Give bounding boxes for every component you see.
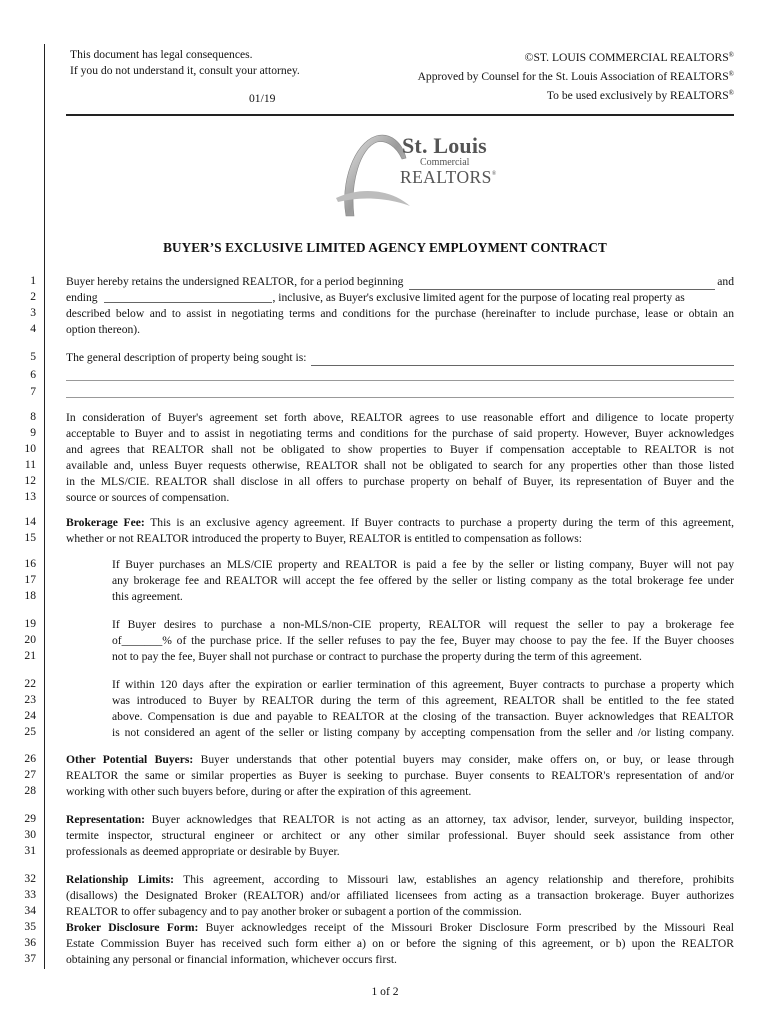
line-number: 14 xyxy=(24,515,36,528)
line-number: 35 xyxy=(24,920,36,933)
line-number: 13 xyxy=(24,490,36,503)
agreement-term-paragraph: Buyer hereby retains the undersigned REALTOR, for a period beginning and ending , inclusive, as Buyer's exclusive limited agent for the purpose of locating real property as described below and to assist in negotiating terms and conditions for the purchase (hereinafter to include purchase, lease or obtain an option thereon). xyxy=(66,275,734,336)
line-number: 10 xyxy=(24,442,36,455)
line-number: 4 xyxy=(30,322,36,335)
registered-mark: ® xyxy=(728,51,734,59)
mls-property-paragraph: If Buyer purchases an MLS/CIE property and REALTOR is paid a fee by the seller or listing company, Buyer will not pay any brokerage fee and REALTOR will accept the fee offered by the seller or listing company as the total brokerage fee under this agreement. xyxy=(112,558,734,603)
representation-heading: Representation: xyxy=(66,813,145,826)
line-number: 19 xyxy=(24,617,36,630)
line-number: 34 xyxy=(24,904,36,917)
line-number: 2 xyxy=(30,290,36,303)
line-number: 32 xyxy=(24,872,36,885)
line-number: 18 xyxy=(24,589,36,602)
broker-disclosure-form-line: Broker Disclosure Form: Buyer acknowledges receipt of the Missouri Broker Disclosure Form prescribed by the Missouri Real xyxy=(66,921,734,934)
property-description-line-3[interactable] xyxy=(66,397,734,398)
st-louis-commercial-realtors-logo xyxy=(332,128,502,223)
form-date: 01/19 xyxy=(249,92,276,105)
start-date-field[interactable] xyxy=(409,278,715,290)
non-mls-property-paragraph: If Buyer desires to purchase a non-MLS/non-CIE property, REALTOR will request the seller to pay a brokerage fee of_______% of the purchase price. If the seller refuses to pay the fee, Buyer may choose to pay the fee. If the Buyer chooses not to pay the fee, Buyer shall not purchase or contract to purchase the property during the term of this agreement. xyxy=(112,618,734,663)
line-number: 7 xyxy=(30,385,36,398)
line-number: 31 xyxy=(24,844,36,857)
legal-notice xyxy=(70,47,300,79)
copyright-line-1: ©ST. LOUIS COMMERCIAL REALTORS® xyxy=(524,51,734,64)
consideration-paragraph: In consideration of Buyer's agreement set forth above, REALTOR agrees to use reasonable effort and diligence to locate property acceptable to Buyer and to assist in negotiating terms and conditions for the purchase of said property. However, Buyer acknowledges and agrees that REALTOR shall not be obligated to show properties to Buyer if compensation acceptable to REALTOR is not available and, unless Buyer requests otherwise, REALTOR shall not be obligated to search for any properties other than those listed in the MLS/CIE. REALTOR shall disclose in all offers to purchase property on behalf of Buyer, its representation of Buyer and the source or sources of compensation. xyxy=(66,411,734,504)
header-divider xyxy=(66,114,734,116)
line-number: 15 xyxy=(24,531,36,544)
line-number: 28 xyxy=(24,784,36,797)
line-number: 11 xyxy=(24,458,36,471)
line-number: 9 xyxy=(30,426,36,439)
line-number: 21 xyxy=(24,649,36,662)
line-number: 3 xyxy=(30,306,36,319)
line-number: 22 xyxy=(24,677,36,690)
brokerage-fee-paragraph: Brokerage Fee: This is an exclusive agency agreement. If Buyer contracts to purchase a property during the term of this agreement, whether or not REALTOR introduced the property to Buyer, REALTOR is entitled to compensation as follows: xyxy=(66,516,734,545)
brokerage-fee-percent-field[interactable]: _______ xyxy=(121,634,163,647)
line-number: 25 xyxy=(24,725,36,738)
line-number: 30 xyxy=(24,828,36,841)
document-title: BUYER’S EXCLUSIVE LIMITED AGENCY EMPLOYMENT CONTRACT xyxy=(163,240,607,255)
page-number: 1 of 2 xyxy=(371,985,399,998)
line-number: 6 xyxy=(30,368,36,381)
logo-text-commercial: Commercial xyxy=(420,157,470,168)
property-description-line-2[interactable] xyxy=(66,380,734,381)
line-number: 33 xyxy=(24,888,36,901)
line-number: 16 xyxy=(24,557,36,570)
line-number: 29 xyxy=(24,812,36,825)
logo-text-realtors: REALTORS® xyxy=(400,167,497,187)
property-description-field[interactable] xyxy=(311,354,734,366)
representation-paragraph: Representation: Buyer acknowledges that REALTOR is not acting as an attorney, tax advisor, lender, surveyor, building inspector, termite inspector, structural engineer or architect or any other similar professional. Buyer should seek assistance from other professionals as deemed appropriate or desirable by Buyer. xyxy=(66,813,734,858)
line-number: 12 xyxy=(24,474,36,487)
line-number: 1 xyxy=(30,274,36,287)
broker-disclosure-form-heading: Broker Disclosure Form: xyxy=(66,921,199,934)
legal-notice-line-1: This document has legal consequences. xyxy=(70,48,253,61)
other-potential-buyers-paragraph: Other Potential Buyers: Buyer understands that other potential buyers may consider, make offers on, or buy, or lease through REALTOR the same or similar properties as Buyer is seeking to purchase. Buyer consents to REALTOR's representation of and/or working with other such buyers before, during or after the expiration of this agreement. xyxy=(66,753,734,798)
registered-mark: ® xyxy=(728,89,734,97)
line-number: 5 xyxy=(30,350,36,363)
left-margin-rule xyxy=(44,44,45,969)
legal-notice-line-2: If you do not understand it, consult your attorney. xyxy=(70,64,300,77)
copyright-line-3: To be used exclusively by REALTORS® xyxy=(546,89,734,102)
property-description-paragraph: The general description of property being sought is: xyxy=(66,350,734,366)
logo-text-st-louis: St. Louis xyxy=(402,133,487,158)
line-number: 8 xyxy=(30,410,36,423)
line-number: 17 xyxy=(24,573,36,586)
line-number: 37 xyxy=(24,952,36,965)
other-potential-buyers-heading: Other Potential Buyers: xyxy=(66,753,194,766)
post-expiration-paragraph: If within 120 days after the expiration or earlier termination of this agreement, Buyer contracts to purchase a property which was introduced to Buyer by REALTOR during the term of this agreement, REALTOR shall be entitled to the fee stated above. Compensation is due and payable to REALTOR at the closing of the transaction. Buyer acknowledges that REALTOR is not considered an agent of the seller or listing company by accepting compensation from the seller and /or listing company. xyxy=(112,678,734,739)
relationship-limits-heading: Relationship Limits: xyxy=(66,873,174,886)
line-number: 36 xyxy=(24,936,36,949)
copyright-line-2: Approved by Counsel for the St. Louis Association of REALTORS® xyxy=(417,70,734,83)
brokerage-fee-heading: Brokerage Fee: xyxy=(66,516,145,529)
copyright-notice xyxy=(418,47,734,104)
line-number: 20 xyxy=(24,633,36,646)
end-date-field[interactable] xyxy=(104,291,272,303)
line-number: 24 xyxy=(24,709,36,722)
registered-mark: ® xyxy=(728,70,734,78)
line-number: 23 xyxy=(24,693,36,706)
line-number: 26 xyxy=(24,752,36,765)
line-number: 27 xyxy=(24,768,36,781)
relationship-limits-paragraph: Relationship Limits: This agreement, according to Missouri law, establishes an agency relationship and therefore, prohibits (disallows) the Designated Broker (REALTOR) and/or affiliated licensees from acting as a transaction brokerage. Buyer authorizes REALTOR to offer subagency and to pay another broker or subagent a portion of the commission. Broker Disclosure Form: Buyer acknowledges receipt of the Missouri Broker Disclosure Form prescribed by the Missouri Real Estate Commission Buyer has received such form either a) on or before the signing of this agreement, or b) upon the REALTOR obtaining any personal or financial information, whichever occurs first. xyxy=(66,873,734,966)
